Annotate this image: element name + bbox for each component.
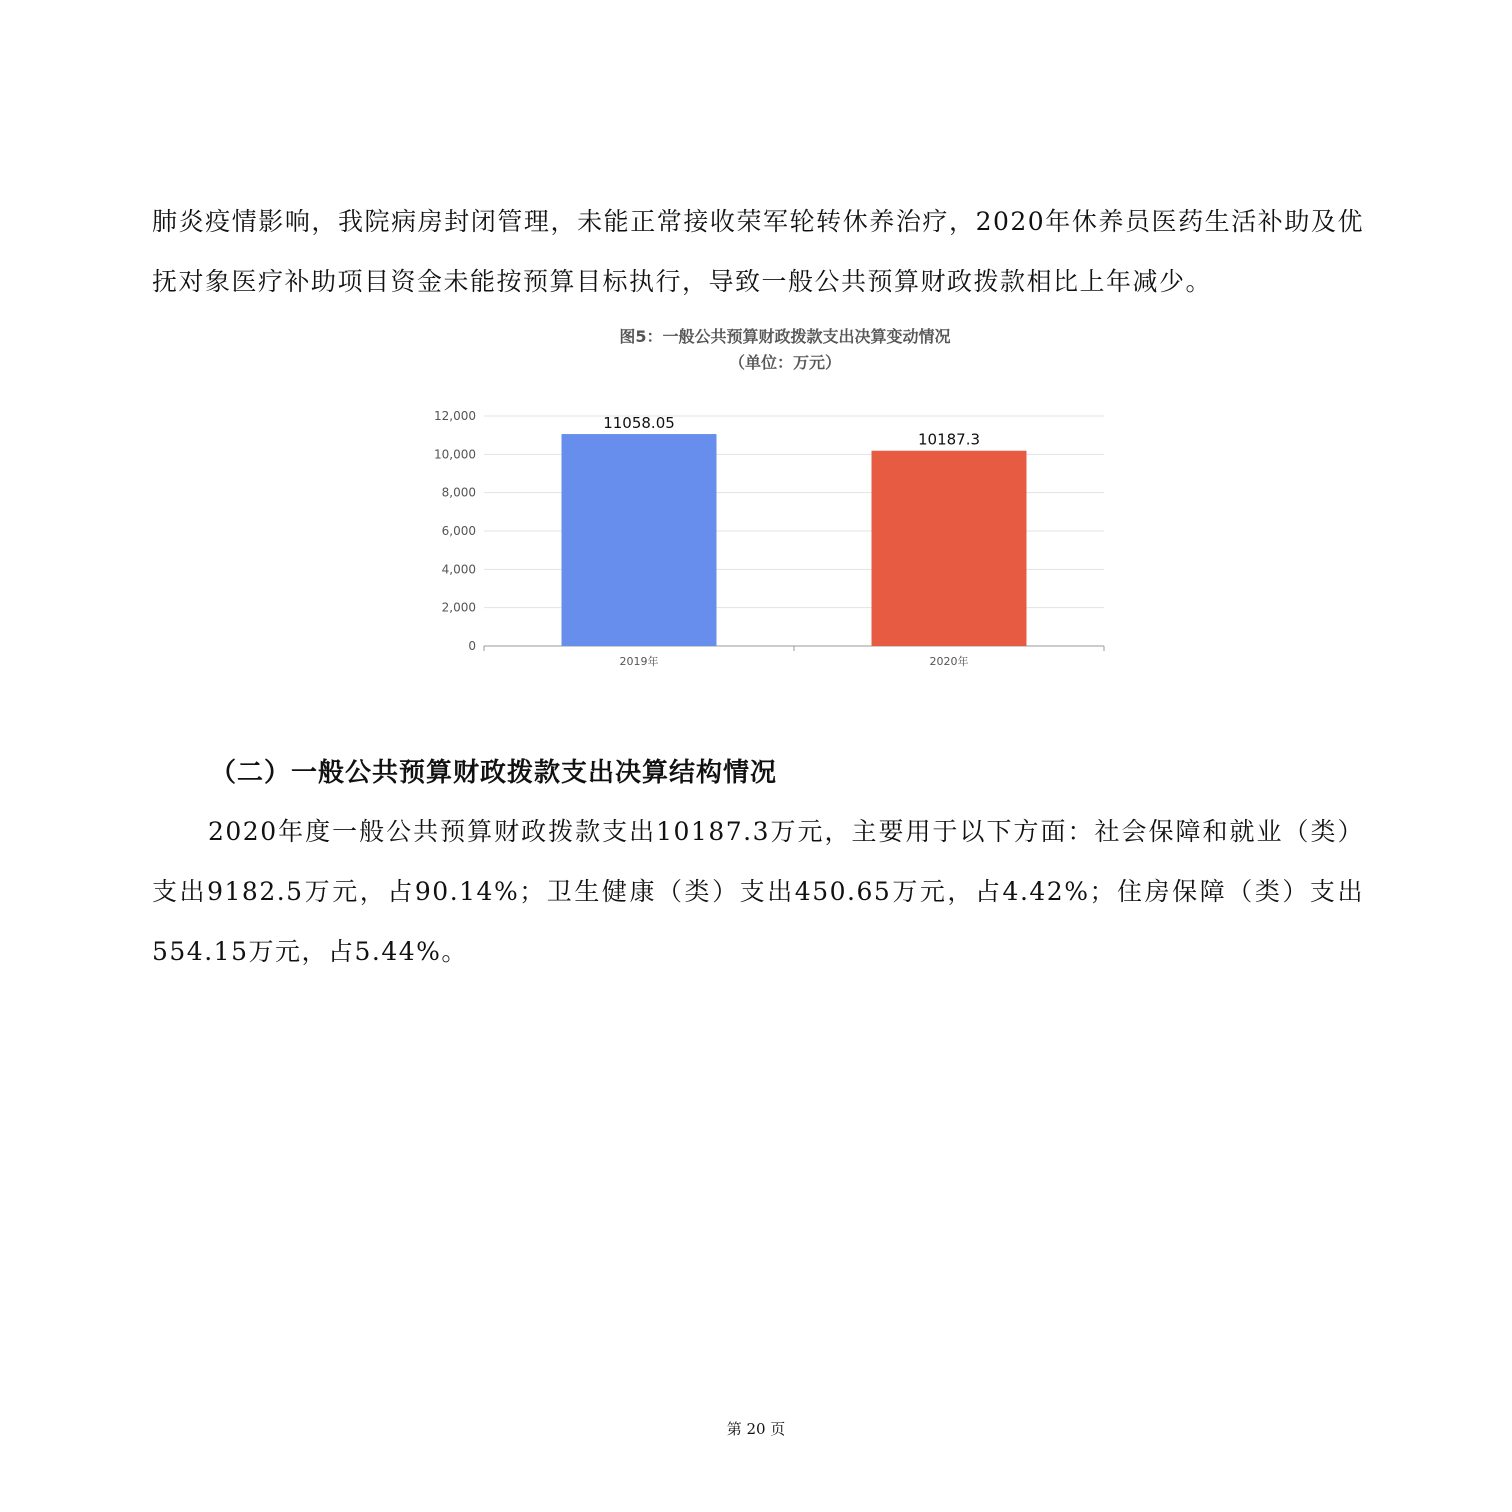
bar-2020年	[872, 451, 1027, 646]
page-number: 第 20 页	[726, 1420, 786, 1438]
chart-subtitle: （单位：万元）	[728, 353, 841, 372]
bar-2019年	[562, 434, 717, 646]
x-tick-label: 2020年	[929, 655, 969, 668]
y-tick-label: 6,000	[441, 524, 476, 538]
body-paragraph-2: 2020年度一般公共预算财政拨款支出10187.3万元，主要用于以下方面：社会保障和就业（类）支出9182.5万元，占90.14%；卫生健康（类）支出450.65万元，占4.42%；住房保障（类）支出554.15万元，占5.44%。	[152, 817, 1364, 966]
y-tick-label: 4,000	[441, 562, 476, 577]
x-tick-label: 2019年	[619, 655, 659, 668]
y-tick-label: 12,000	[434, 409, 476, 423]
data-label: 11058.05	[603, 414, 675, 433]
y-tick-label: 0	[468, 639, 476, 653]
y-tick-label: 10,000	[434, 447, 476, 462]
y-tick-label: 8,000	[441, 485, 476, 500]
bar-chart	[420, 400, 1120, 690]
body-paragraph-1: 肺炎疫情影响，我院病房封闭管理，未能正常接收荣军轮转休养治疗，2020年休养员医药生活补助及优抚对象医疗补助项目资金未能按预算目标执行，导致一般公共预算财政拨款相比上年减少。	[152, 207, 1364, 296]
section-heading: （二）一般公共预算财政拨款支出决算结构情况	[210, 758, 778, 788]
chart-title: 图5：一般公共预算财政拨款支出决算变动情况	[619, 327, 951, 346]
data-label: 10187.3	[917, 430, 981, 449]
y-tick-label: 2,000	[441, 600, 476, 615]
